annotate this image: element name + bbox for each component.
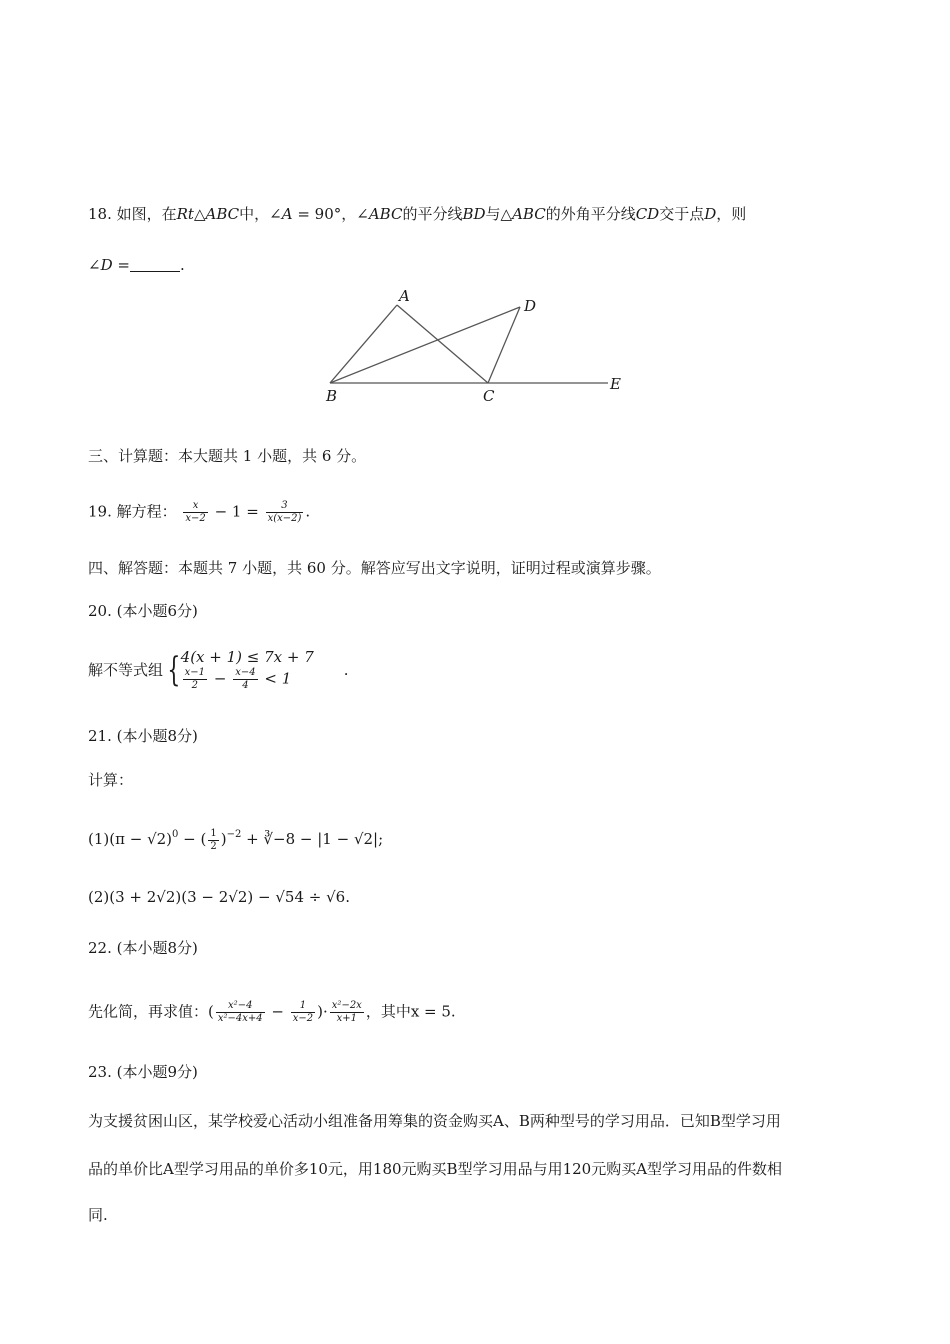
q22-heading: 22. (本小题8分) — [88, 939, 198, 957]
q23-line-3: 同. — [88, 1206, 108, 1224]
q22-expression: 先化简，再求值：( $\frac{\text{x²−4}}{\text{x²−4x+4}}$ − $\frac{1}{x-2}$ )· $\frac{\text{x²−2x}}{x+1}$ ，其中x = 5. — [88, 1000, 456, 1024]
q21-part-1: $(1)(\pi - √2)^0$ − ( $\frac{1}{2}$ )$^{-2}$ + ∛−8 − |1 − √2|; — [88, 827, 384, 852]
q19-fraction-2: $\frac{3}{x(x-2)}$ — [267, 500, 302, 524]
q23-line-2: 品的单价比A型学习用品的单价多10元，用180元购买B型学习用品与用120元购买A型学习用品的件数相 — [88, 1160, 783, 1178]
q19: 19. 解方程： $\frac{x}{x-2}$ − 1 = $\frac{3}{x(x-2)}$ . — [88, 500, 311, 524]
segment-AB — [330, 305, 397, 383]
q20-heading: 20. (本小题6分) — [88, 602, 198, 620]
q19-fraction-1: $\frac{x}{x-2}$ — [185, 500, 206, 524]
label-B: B — [326, 387, 338, 405]
q18-text: 18. 如图，在Rt△ABC中，∠A = 90°，∠ABC的平分线BD与△ABC的外角平分线CD交于点D，则 — [88, 205, 747, 223]
q18-answer-line: ∠D = . — [88, 256, 185, 274]
label-A: A — [399, 287, 410, 305]
q20-system: 解不等式组 { 4(x + 1) ≤ 7x + 7 $\frac{x-1}{2}$ − $\frac{x-4}{4}$ < 1 . — [88, 648, 349, 691]
q21-part-2: (2)(3 + 2√2)(3 − 2√2) − √54 ÷ √6. — [88, 888, 350, 906]
q23-heading: 23. (本小题9分) — [88, 1063, 198, 1081]
q21-intro: 计算： — [88, 771, 134, 789]
segment-BD — [330, 307, 520, 383]
q23-line-1: 为支援贫困山区，某学校爱心活动小组准备用筹集的资金购买A、B两种型号的学习用品．已知B型学习用 — [88, 1112, 781, 1130]
section-3-heading: 三、计算题：本大题共 1 小题，共 6 分。 — [88, 447, 367, 465]
segment-AC — [397, 305, 488, 383]
section-4-heading: 四、解答题：本题共 7 小题，共 60 分。解答应写出文字说明，证明过程或演算步骤。 — [88, 559, 661, 577]
label-E: E — [610, 375, 621, 393]
geometry-figure — [310, 285, 640, 410]
answer-blank[interactable] — [130, 257, 180, 272]
q21-heading: 21. (本小题8分) — [88, 727, 198, 745]
label-D: D — [524, 297, 537, 315]
left-brace: { — [167, 649, 181, 690]
label-C: C — [483, 387, 495, 405]
